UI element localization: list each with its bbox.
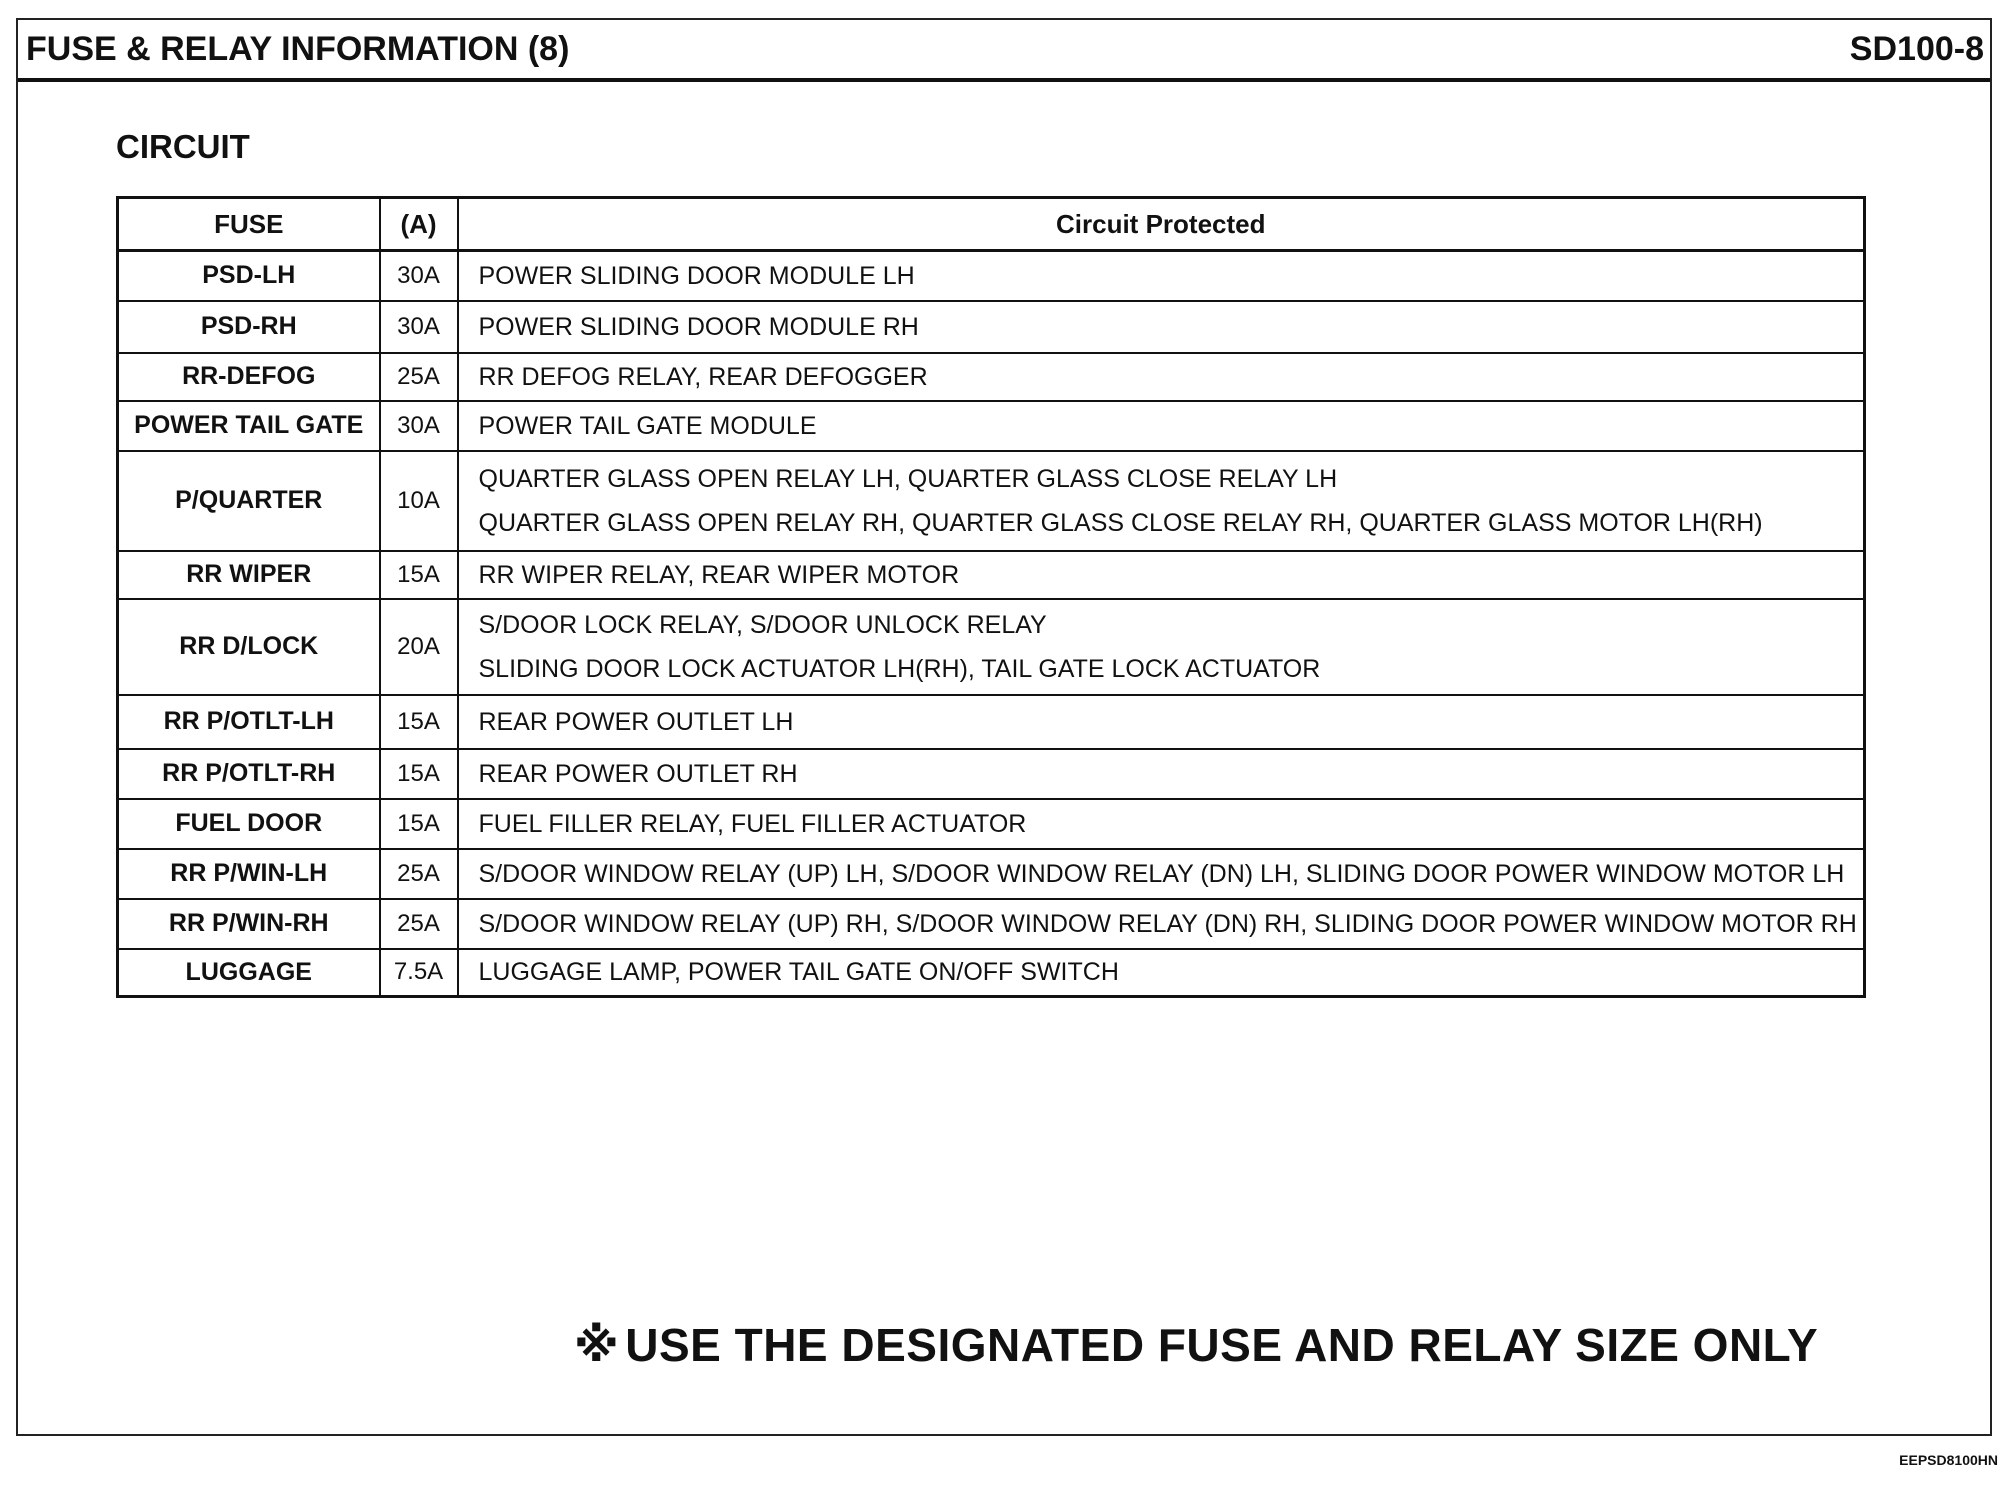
circuit-line: RR DEFOG RELAY, REAR DEFOGGER (478, 362, 928, 391)
fuse-name-cell: RR P/OTLT-RH (118, 749, 380, 799)
table-row (118, 799, 1865, 849)
table-row (118, 301, 1865, 353)
circuit-protected-cell (458, 451, 1865, 551)
circuit-protected-cell (458, 799, 1865, 849)
fuse-amp-cell: 25A (380, 353, 458, 401)
table-header-row (118, 198, 1865, 251)
fuse-name-cell: RR P/OTLT-LH (118, 695, 380, 749)
fuse-amp-cell: 30A (380, 401, 458, 451)
circuit-line: S/DOOR LOCK RELAY, S/DOOR UNLOCK RELAY (478, 610, 1047, 639)
section-title: CIRCUIT (116, 128, 250, 165)
table-body (118, 251, 1865, 997)
circuit-line: POWER SLIDING DOOR MODULE LH (478, 261, 915, 290)
circuit-protected-cell (458, 695, 1865, 749)
circuit-protected-cell (458, 251, 1865, 301)
fuse-amp-cell: 10A (380, 451, 458, 551)
column-header-fuse: FUSE (118, 198, 380, 251)
table-row (118, 949, 1865, 997)
table-row (118, 695, 1865, 749)
column-header-amp: (A) (380, 198, 458, 251)
circuit-protected-cell (458, 551, 1865, 599)
header-bar (18, 20, 1990, 82)
fuse-name-cell: LUGGAGE (118, 949, 380, 997)
circuit-protected-cell (458, 899, 1865, 949)
fuse-amp-cell: 30A (380, 251, 458, 301)
fuse-amp-cell: 30A (380, 301, 458, 353)
circuit-line: RR WIPER RELAY, REAR WIPER MOTOR (478, 560, 960, 589)
table-row (118, 749, 1865, 799)
circuit-protected-cell (458, 949, 1865, 997)
table-row (118, 551, 1865, 599)
fuse-name-cell: P/QUARTER (118, 451, 380, 551)
circuit-protected-cell (458, 353, 1865, 401)
circuit-line: FUEL FILLER RELAY, FUEL FILLER ACTUATOR (478, 809, 1027, 838)
footer-code: EEPSD8100HN (1899, 1452, 1998, 1468)
circuit-protected-cell (458, 401, 1865, 451)
fuse-table (116, 196, 1866, 998)
circuit-line: LUGGAGE LAMP, POWER TAIL GATE ON/OFF SWITCH (478, 958, 1119, 987)
column-header-circuit: Circuit Protected (458, 198, 1865, 251)
circuit-line: QUARTER GLASS OPEN RELAY RH, QUARTER GLASS CLOSE RELAY RH, QUARTER GLASS MOTOR LH(RH) (478, 508, 1763, 537)
fuse-amp-cell: 20A (380, 599, 458, 695)
circuit-line: QUARTER GLASS OPEN RELAY LH, QUARTER GLASS CLOSE RELAY LH (478, 464, 1338, 493)
circuit-line: POWER SLIDING DOOR MODULE RH (478, 312, 919, 341)
notice-text: USE THE DESIGNATED FUSE AND RELAY SIZE ONLY (625, 1319, 1819, 1371)
circuit-line: S/DOOR WINDOW RELAY (UP) LH, S/DOOR WINDOW RELAY (DN) LH, SLIDING DOOR POWER WINDOW MOTOR LH (478, 859, 1845, 888)
notice (574, 1318, 1818, 1372)
notice-mark-icon: ※ (574, 1319, 620, 1371)
fuse-name-cell: RR P/WIN-LH (118, 849, 380, 899)
table-row (118, 401, 1865, 451)
circuit-line: POWER TAIL GATE MODULE (478, 411, 817, 440)
circuit-line: SLIDING DOOR LOCK ACTUATOR LH(RH), TAIL GATE LOCK ACTUATOR (478, 654, 1321, 683)
fuse-name-cell: PSD-LH (118, 251, 380, 301)
table-row (118, 353, 1865, 401)
table-row (118, 251, 1865, 301)
fuse-amp-cell: 7.5A (380, 949, 458, 997)
fuse-amp-cell: 15A (380, 749, 458, 799)
circuit-protected-cell (458, 599, 1865, 695)
table-row (118, 451, 1865, 551)
fuse-amp-cell: 15A (380, 695, 458, 749)
fuse-name-cell: POWER TAIL GATE (118, 401, 380, 451)
circuit-line: S/DOOR WINDOW RELAY (UP) RH, S/DOOR WINDOW RELAY (DN) RH, SLIDING DOOR POWER WINDOW MOTOR RH (478, 909, 1857, 938)
fuse-name-cell: RR D/LOCK (118, 599, 380, 695)
page-title: FUSE & RELAY INFORMATION (8) (26, 30, 570, 68)
fuse-name-cell: RR-DEFOG (118, 353, 380, 401)
circuit-protected-cell (458, 749, 1865, 799)
fuse-amp-cell: 15A (380, 551, 458, 599)
table-row (118, 849, 1865, 899)
page-code: SD100-8 (1849, 30, 1984, 68)
fuse-amp-cell: 25A (380, 849, 458, 899)
fuse-amp-cell: 15A (380, 799, 458, 849)
table-row (118, 599, 1865, 695)
circuit-protected-cell (458, 849, 1865, 899)
fuse-amp-cell: 25A (380, 899, 458, 949)
table-row (118, 899, 1865, 949)
fuse-name-cell: FUEL DOOR (118, 799, 380, 849)
fuse-name-cell: RR WIPER (118, 551, 380, 599)
circuit-line: REAR POWER OUTLET RH (478, 759, 798, 788)
circuit-line: REAR POWER OUTLET LH (478, 707, 794, 736)
fuse-name-cell: RR P/WIN-RH (118, 899, 380, 949)
fuse-name-cell: PSD-RH (118, 301, 380, 353)
circuit-protected-cell (458, 301, 1865, 353)
